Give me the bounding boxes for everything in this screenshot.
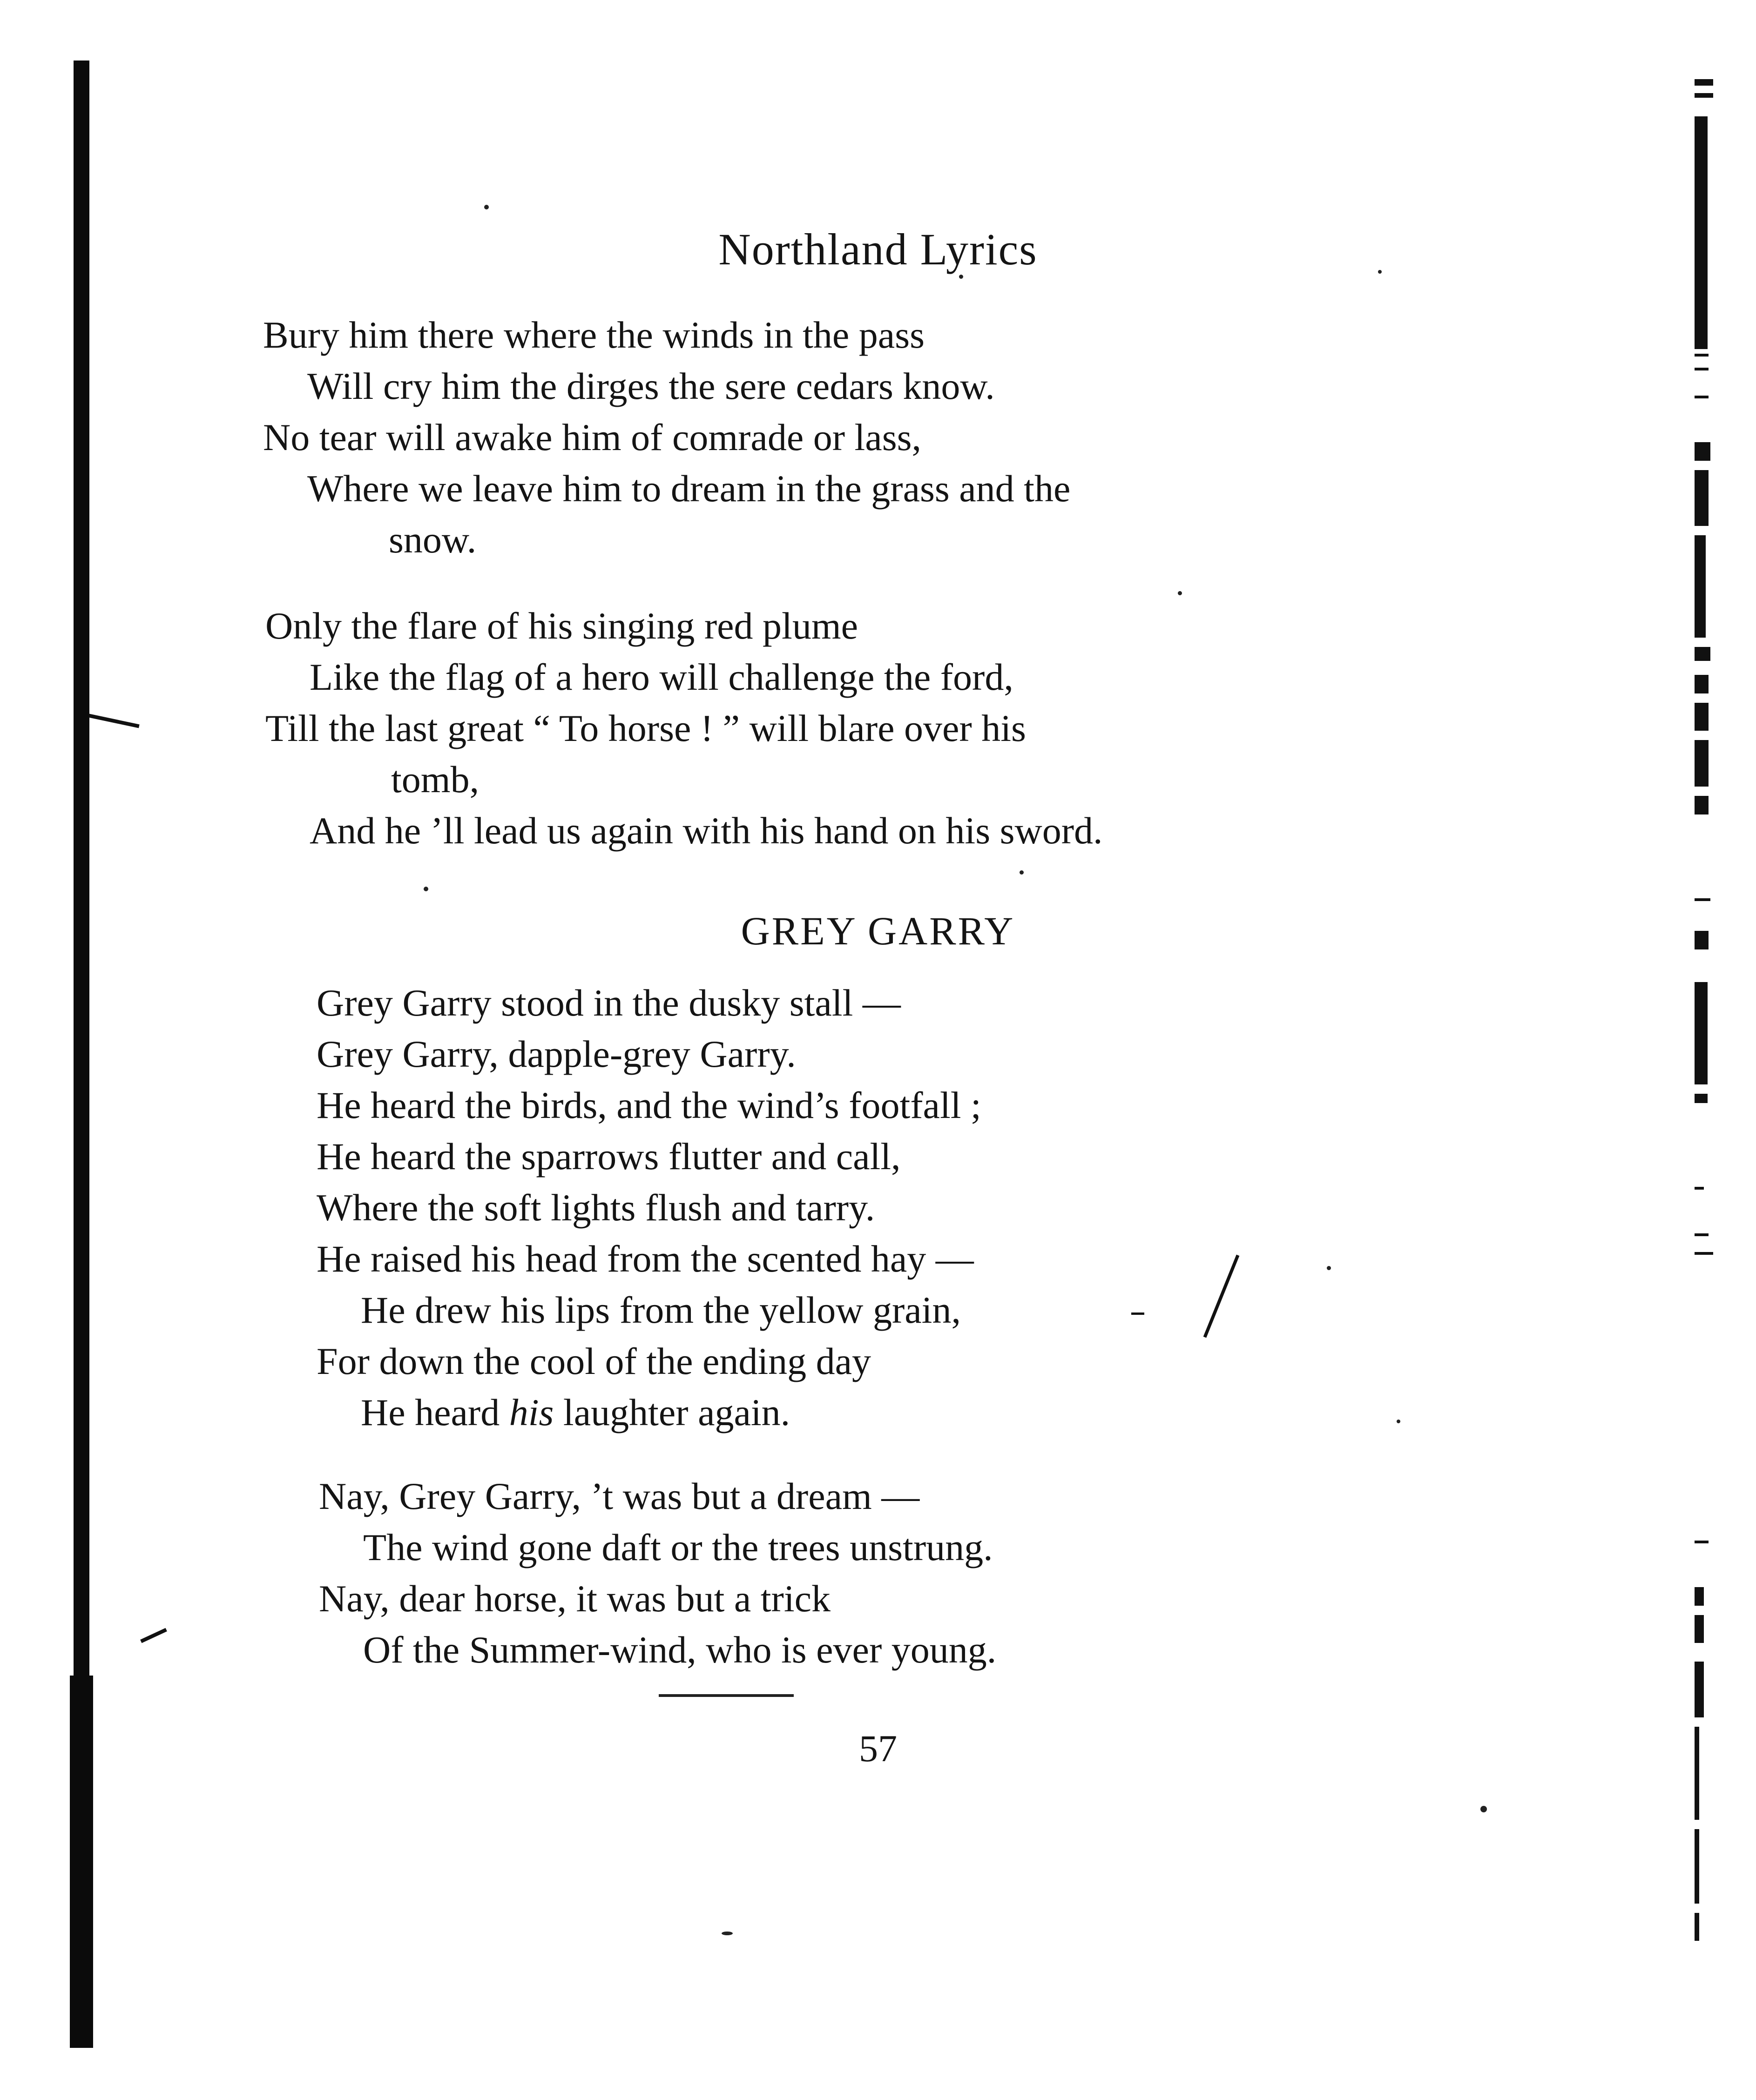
stanza-3 xyxy=(317,977,981,1387)
scan-speck xyxy=(1178,591,1182,595)
verse-line: Grey Garry stood in the dusky stall — xyxy=(317,982,901,1024)
verse-line: Nay, dear horse, it was but a trick xyxy=(319,1577,831,1620)
scan-pen-stroke xyxy=(1131,1312,1144,1315)
stanza-3-last-line xyxy=(317,1387,790,1438)
verse-line: The wind gone daft or the trees unstrung. xyxy=(363,1526,993,1568)
verse-line: Nay, Grey Garry, ’t was but a dream — xyxy=(319,1475,920,1517)
running-head: Northland Lyrics xyxy=(718,224,1038,274)
scan-speck xyxy=(959,275,963,279)
scan-right-edge-strip xyxy=(1695,70,1722,1932)
verse-line: Will cry him the dirges the sere cedars know. xyxy=(307,365,995,407)
scan-speck xyxy=(1020,870,1024,875)
scan-speck xyxy=(1480,1806,1487,1812)
scan-speck xyxy=(484,205,489,209)
scan-edge-mark xyxy=(88,714,139,728)
verse-line: He drew his lips from the yellow grain, xyxy=(361,1289,961,1331)
verse-text: He heard xyxy=(361,1391,509,1434)
verse-line: snow. xyxy=(389,518,477,561)
verse-line: Bury him there where the winds in the pass xyxy=(263,314,925,356)
verse-line: For down the cool of the ending day xyxy=(317,1340,871,1382)
scan-edge-mark xyxy=(140,1628,167,1643)
scan-pen-stroke xyxy=(1203,1255,1240,1338)
verse-line: And he ’ll lead us again with his hand on his sword. xyxy=(310,809,1103,852)
verse-line: Like the flag of a hero will challenge the ford, xyxy=(310,656,1013,698)
verse-line: He raised his head from the scented hay — xyxy=(317,1238,974,1280)
page-number: 57 xyxy=(859,1727,897,1770)
footer-rule xyxy=(659,1694,794,1697)
verse-line: He heard the birds, and the wind’s footfall ; xyxy=(317,1084,981,1126)
verse-line: No tear will awake him of comrade or lass, xyxy=(263,416,922,458)
verse-line: Grey Garry, dapple-grey Garry. xyxy=(317,1033,796,1075)
stanza-2 xyxy=(265,600,1103,856)
verse-line: Where the soft lights flush and tarry. xyxy=(317,1186,875,1229)
verse-line: He heard the sparrows flutter and call, xyxy=(317,1135,901,1178)
poem-title: GREY GARRY xyxy=(741,909,1015,953)
verse-line: Till the last great “ To horse ! ” will blare over his xyxy=(265,707,1026,749)
scan-speck xyxy=(424,887,428,891)
verse-line: Where we leave him to dream in the grass and the xyxy=(307,467,1071,510)
scan-speck xyxy=(722,1932,733,1935)
verse-line: tomb, xyxy=(391,758,480,801)
verse-line: Of the Summer-wind, who is ever young. xyxy=(363,1629,997,1671)
verse-line: Only the flare of his singing red plume xyxy=(265,605,858,647)
stanza-1 xyxy=(263,310,1070,565)
verse-line xyxy=(317,1387,790,1438)
scan-speck xyxy=(1397,1420,1400,1423)
scan-speck xyxy=(1327,1266,1331,1270)
verse-text: laughter again. xyxy=(554,1391,790,1434)
verse-italic: his xyxy=(509,1391,554,1434)
stanza-4 xyxy=(319,1471,996,1676)
